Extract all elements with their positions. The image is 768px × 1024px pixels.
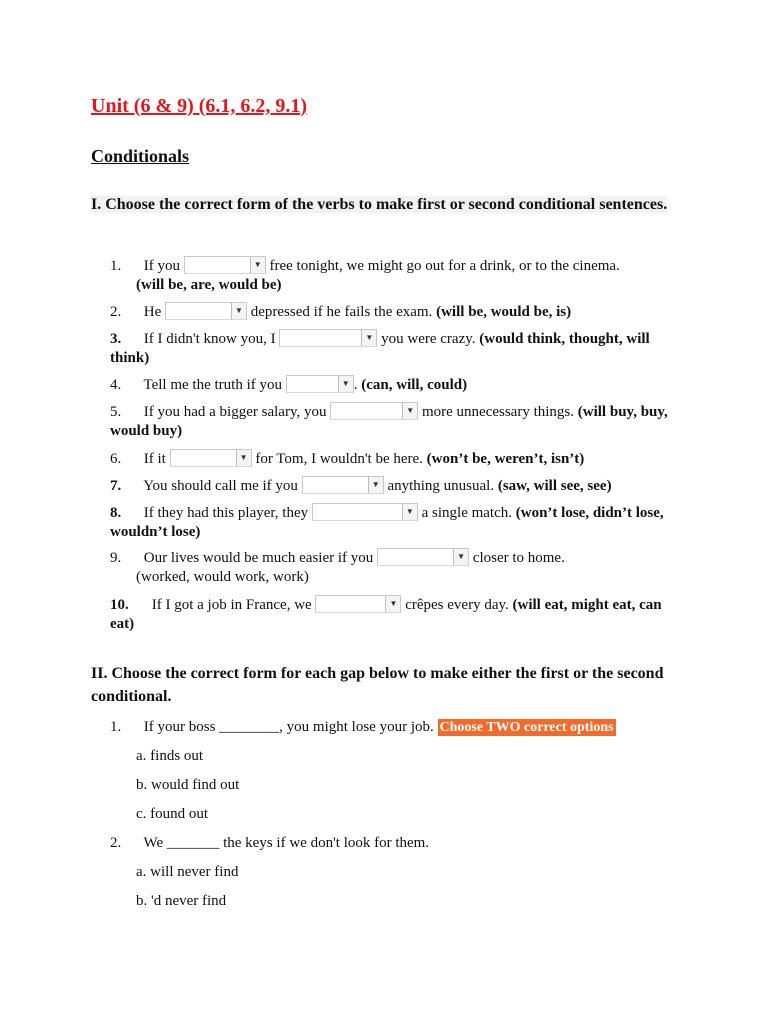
- answer-options: (would think, thought, will think): [110, 331, 650, 366]
- question-number: 10.: [110, 597, 129, 613]
- question-text-after: depressed if he fails the exam.: [250, 304, 433, 320]
- dropdown-arrow-icon[interactable]: ▼: [250, 257, 265, 273]
- question-number: 2.: [110, 835, 122, 851]
- question-number: 9.: [110, 550, 122, 566]
- answer-options: (saw, will see, see): [497, 478, 612, 494]
- question-text-after: crêpes every day.: [405, 597, 509, 613]
- question-text: We _______ the keys if we don't look for them.: [143, 835, 430, 851]
- answer-options: (will be, would be, is): [436, 304, 572, 320]
- dropdown-arrow-icon[interactable]: ▼: [361, 330, 376, 346]
- dropdown-arrow-icon[interactable]: ▼: [338, 376, 353, 392]
- answer-dropdown[interactable]: [302, 476, 384, 494]
- mc-question-2: [110, 834, 682, 853]
- question-text: If your boss ________, you might lose your job.: [143, 719, 434, 735]
- question-6: [110, 449, 682, 469]
- mc-option[interactable]: b. would find out: [136, 777, 240, 793]
- section-1-heading-text: I. Choose the correct form of the verbs to make first or second conditional sentences.: [91, 196, 668, 213]
- question-number: 1.: [110, 719, 122, 735]
- mc-option[interactable]: a. finds out: [136, 748, 204, 764]
- dropdown-arrow-icon[interactable]: ▼: [368, 477, 383, 493]
- answer-dropdown[interactable]: [330, 402, 418, 420]
- question-4: [110, 375, 682, 395]
- answer-dropdown[interactable]: [165, 302, 247, 320]
- mc-option[interactable]: b. 'd never find: [136, 893, 227, 909]
- question-text-before: If I got a job in France, we: [151, 597, 312, 613]
- question-1: [110, 256, 682, 295]
- question-number: 1.: [110, 258, 122, 274]
- dropdown-arrow-icon[interactable]: ▼: [236, 450, 251, 466]
- question-text-before: If you had a bigger salary, you: [143, 404, 327, 420]
- answer-dropdown[interactable]: [170, 449, 252, 467]
- question-text-before: You should call me if you: [143, 478, 298, 494]
- topic-title: Conditionals: [91, 146, 190, 166]
- question-text-before: Our lives would be much easier if you: [143, 550, 374, 566]
- question-text-after: closer to home.: [472, 550, 565, 566]
- answer-options: (will be, are, would be): [136, 277, 282, 293]
- question-text-before: If it: [143, 451, 166, 467]
- question-10: [110, 595, 682, 634]
- question-text-after: anything unusual.: [387, 478, 495, 494]
- question-text-before: If I didn't know you, I: [143, 331, 276, 347]
- answer-dropdown[interactable]: [184, 256, 266, 274]
- question-2: [110, 302, 682, 322]
- question-text-after: more unnecessary things.: [421, 404, 575, 420]
- instruction-badge: Choose TWO correct options: [439, 720, 614, 735]
- mc-question-1: [110, 718, 682, 737]
- answer-dropdown[interactable]: [312, 503, 418, 521]
- dropdown-arrow-icon[interactable]: ▼: [231, 303, 246, 319]
- question-text-before: He: [143, 304, 162, 320]
- question-number: 4.: [110, 377, 122, 393]
- dropdown-arrow-icon[interactable]: ▼: [385, 596, 400, 612]
- question-8: [110, 503, 682, 542]
- dropdown-arrow-icon[interactable]: ▼: [402, 403, 417, 419]
- question-number: 7.: [110, 478, 122, 494]
- question-number: 2.: [110, 304, 122, 320]
- answer-options: (won’t be, weren’t, isn’t): [426, 451, 585, 467]
- question-text-before: Tell me the truth if you: [143, 377, 282, 393]
- question-text-before: If you: [143, 258, 180, 274]
- section-2-heading: II. Choose the correct form for each gap below to make either the first or the second conditional.: [91, 665, 664, 705]
- dropdown-arrow-icon[interactable]: ▼: [402, 504, 417, 520]
- question-text-after: free tonight, we might go out for a drink, or to the cinema.: [269, 258, 620, 274]
- answer-options: (will buy, buy, would buy): [110, 404, 668, 439]
- question-number: 6.: [110, 451, 122, 467]
- section-1-heading: [91, 193, 691, 216]
- answer-dropdown[interactable]: [315, 595, 401, 613]
- question-text-before: If they had this player, they: [143, 505, 309, 521]
- answer-options: (worked, would work, work): [136, 569, 309, 585]
- question-number: 8.: [110, 505, 122, 521]
- answer-options: (won’t lose, didn’t lose, wouldn’t lose): [110, 505, 664, 540]
- answer-dropdown[interactable]: [377, 548, 469, 566]
- question-text-after: for Tom, I wouldn't be here.: [255, 451, 423, 467]
- mc-option[interactable]: c. found out: [136, 806, 209, 822]
- unit-title: Unit (6 & 9) (6.1, 6.2, 9.1): [91, 95, 308, 117]
- question-5: [110, 402, 682, 441]
- question-text-after: .: [353, 377, 358, 393]
- question-number: 3.: [110, 331, 122, 347]
- question-text-after: a single match.: [421, 505, 512, 521]
- answer-dropdown[interactable]: [286, 375, 354, 393]
- answer-dropdown[interactable]: [279, 329, 377, 347]
- mc-option[interactable]: a. will never find: [136, 864, 239, 880]
- answer-options: (will eat, might eat, can eat): [110, 597, 662, 632]
- question-text-after: you were crazy.: [381, 331, 476, 347]
- answer-options: (can, will, could): [361, 377, 468, 393]
- question-7: [110, 476, 682, 496]
- question-3: [110, 329, 682, 368]
- question-number: 5.: [110, 404, 122, 420]
- dropdown-arrow-icon[interactable]: ▼: [453, 549, 468, 565]
- question-9: [110, 548, 682, 587]
